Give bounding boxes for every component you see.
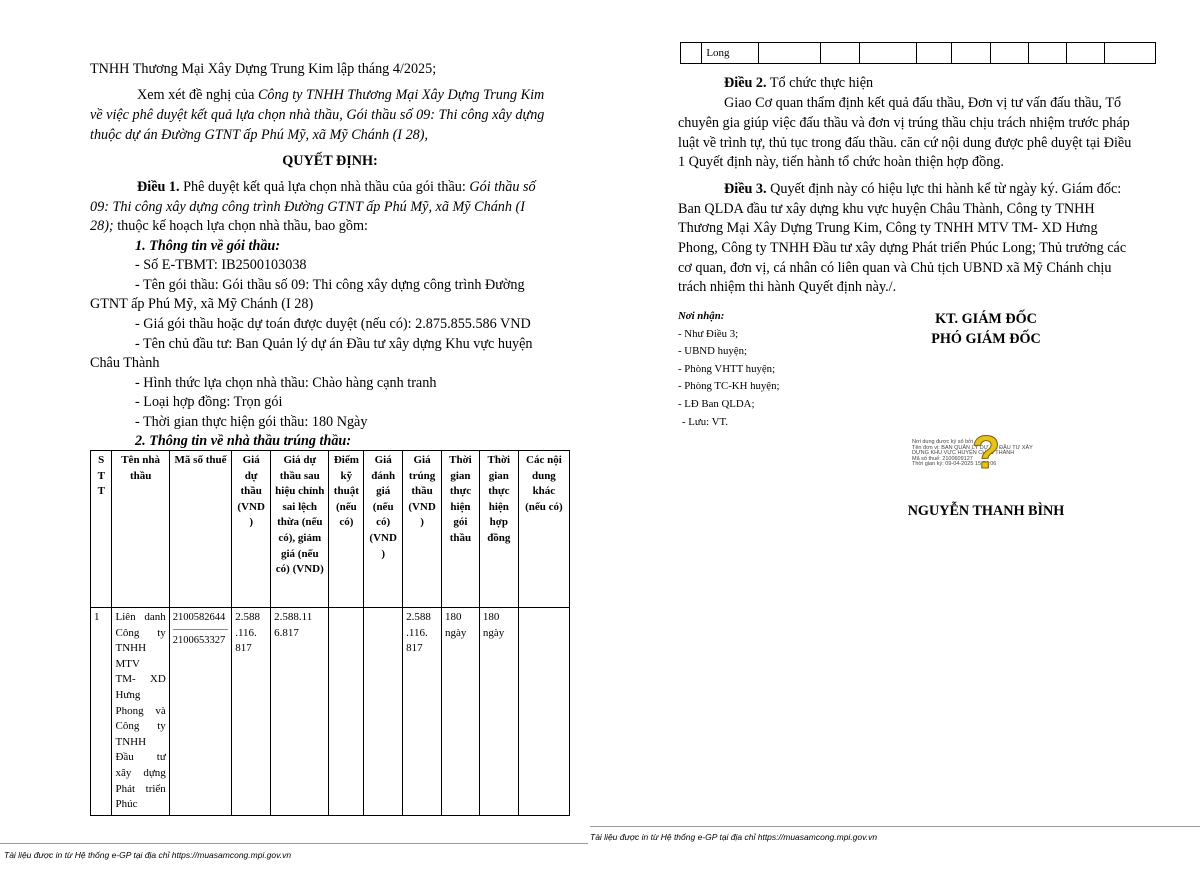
consideration-line: Xem xét đề nghị của Công ty TNHH Thương Mại Xây Dựng Trung Kim [137,87,545,103]
adjusted-price-cell: 2.588.11 6.817 [271,608,329,816]
article-2-line: 1 Quyết định này, tiến hành tổ chức hoàn thiện hợp đồng. [678,154,1004,170]
header-cell: Thời gian thực hiện gói thầu [442,451,480,608]
contractor-name-cell: Liên danh Công ty TNHH MTV TM- XD Hưng Phong và Công ty TNHH Đầu tư xây dựng Phát triển Phúc [112,608,169,816]
signer-title-1: KT. GIÁM ĐỐC [935,311,1037,327]
tax-code-cell: 2100582644 2100653327 [169,608,231,816]
recipient-item: - Phòng VHTT huyện; [678,362,776,375]
signature-question-icon [968,428,1008,476]
decision-title: QUYẾT ĐỊNH: [282,153,378,169]
signature-details: Nơi dung được ký số bởi Tên đơn vị: BAN QUẢN LÝ DỰ ÁN ĐẦU TƯ XÂY DỰNG KHU VỰC HUYỆN CHÂU THÀNH Mã số thuế: 2100609127 Thời gian ký: 09-04-2025 15:54:06 [912,439,1033,468]
recipient-item: - Lưu: VT. [682,415,728,428]
header-cell: Giá đánh giá (nếu có) (VND ) [364,451,403,608]
section-1-title: 1. Thông tin về gói thầu: [135,238,281,254]
article-3-line: Phong, Công ty TNHH Đầu tư xây dựng Phát triển Phúc Long; Thủ trưởng các [678,240,1127,256]
footer-text: Tài liệu được in từ Hệ thống e-GP tại địa chỉ https://muasamcong.mpi.gov.vn [4,850,292,860]
bid-info-line: GTNT ấp Phú Mỹ, xã Mỹ Chánh (I 28) [90,296,314,312]
other-content-cell [518,608,569,816]
recipient-item: - Phòng TC-KH huyện; [678,380,780,393]
header-cell: Điểm kỹ thuật (nếu có) [329,451,364,608]
article-1-line-2: 09: Thi công xây dựng công trình Đường GTNT ấp Phú Mỹ, xã Mỹ Chánh (I [90,199,525,215]
technical-score-cell [329,608,364,816]
article-1-line-3: 28); thuộc kế hoạch lựa chọn nhà thầu, bao gồm: [90,218,368,234]
intro-line: TNHH Thương Mại Xây Dựng Trung Kim lập tháng 4/2025; [90,61,437,77]
header-cell: Các nội dung khác (nếu có) [518,451,569,608]
bid-info-line: - Số E-TBMT: IB2500103038 [135,257,307,273]
continued-table-strip [680,42,1156,64]
article-1-line-1: Điều 1. Phê duyệt kết quả lựa chọn nhà thầu của gói thầu: Gói thầu số [137,179,536,195]
winning-price-cell: 2.588 .116. 817 [403,608,442,816]
article-3-line: trách nhiệm thi hành Quyết định này./. [678,279,897,295]
recipient-item: - LĐ Ban QLDA; [678,397,755,410]
header-cell: Tên nhà thầu [112,451,169,608]
svg-text:?: ? [972,428,1001,476]
recipients-title: Nơi nhận: [678,310,725,322]
bid-info-line: - Tên chủ đầu tư: Ban Quản lý dự án Đầu tư xây dựng Khu vực huyện [135,336,533,352]
consideration-line-2: về việc phê duyệt kết quả lựa chọn nhà thầu, Gói thầu số 09: Thi công xây dựng [90,107,545,123]
header-cell: S T T [91,451,112,608]
article-2-line: Giao Cơ quan thẩm định kết quả đấu thầu, Đơn vị tư vấn đấu thầu, Tổ [724,95,1122,111]
consideration-line-3: thuộc dự án Đường GTNT ấp Phú Mỹ, xã Mỹ Chánh (I 28), [90,127,429,143]
bid-info-line: Châu Thành [90,355,160,371]
table-row [91,608,570,816]
bid-price-cell: 2.588 .116. 817 [232,608,271,816]
article-3-line: Thương Mại Xây Dựng Trung Kim, Công ty TNHH MTV TM- XD Hưng [678,220,1098,236]
recipient-item: - Như Điều 3; [678,327,739,340]
bid-time-cell: 180 ngày [442,608,480,816]
winning-bidder-table [90,450,570,816]
section-2-title: 2. Thông tin về nhà thầu trúng thầu: [135,433,352,449]
footer-text: Tài liệu được in từ Hệ thống e-GP tại địa chỉ https://muasamcong.mpi.gov.vn [590,832,878,842]
footer-divider [590,826,1200,827]
header-cell: Giá dự thầu (VND ) [232,451,271,608]
table-header-row [91,451,570,608]
header-cell: Thời gian thực hiện hợp đồng [479,451,518,608]
bid-info-line: - Thời gian thực hiện gói thầu: 180 Ngày [135,414,368,430]
signer-name: NGUYỄN THANH BÌNH [907,503,1065,519]
bid-info-line: - Hình thức lựa chọn nhà thầu: Chào hàng cạnh tranh [135,375,437,391]
article-3-heading: Điều 3. Quyết định này có hiệu lực thi hành kể từ ngày ký. Giám đốc: [724,181,1122,197]
footer-divider [0,843,588,844]
contract-time-cell: 180 ngày [479,608,518,816]
stt-cell: 1 [91,608,112,816]
article-3-line: cơ quan, đơn vị, cá nhân có liên quan và Chủ tịch UBND xã Mỹ Chánh chịu [678,260,1112,276]
table-row [681,43,1156,64]
header-cell: Giá trúng thầu (VND ) [403,451,442,608]
article-2-line: luật về trình tự, thủ tục trong đấu thầu. căn cứ nội dung được phê duyệt tại Điều [678,135,1132,151]
bid-info-line: - Giá gói thầu hoặc dự toán được duyệt (nếu có): 2.875.855.586 VND [135,316,531,332]
right-page [590,0,1200,888]
header-cell: Mã số thuế [169,451,231,608]
article-2-line: chuyên gia giúp việc đấu thầu và đơn vị trúng thầu chịu trách nhiệm trước pháp [678,115,1130,131]
digital-signature-stamp [912,430,1062,490]
evaluated-price-cell [364,608,403,816]
signer-title-2: PHÓ GIÁM ĐỐC [931,331,1041,347]
recipients-block [678,308,779,431]
bid-info-line: - Loại hợp đồng: Trọn gói [135,394,283,410]
contractor-name-cell: Long [702,43,759,64]
bid-info-line: - Tên gói thầu: Gói thầu số 09: Thi công xây dựng công trình Đường [135,277,525,293]
header-cell: Giá dự thầu sau hiệu chỉnh sai lệch thừa (nếu có), giảm giá (nếu có) (VND) [271,451,329,608]
left-page [0,0,588,888]
recipient-item: - UBND huyện; [678,345,747,358]
article-2-heading: Điều 2. Tổ chức thực hiện [724,75,874,91]
article-3-line: Ban QLDA đầu tư xây dựng khu vực huyện Châu Thành, Công ty TNHH [678,201,1095,217]
